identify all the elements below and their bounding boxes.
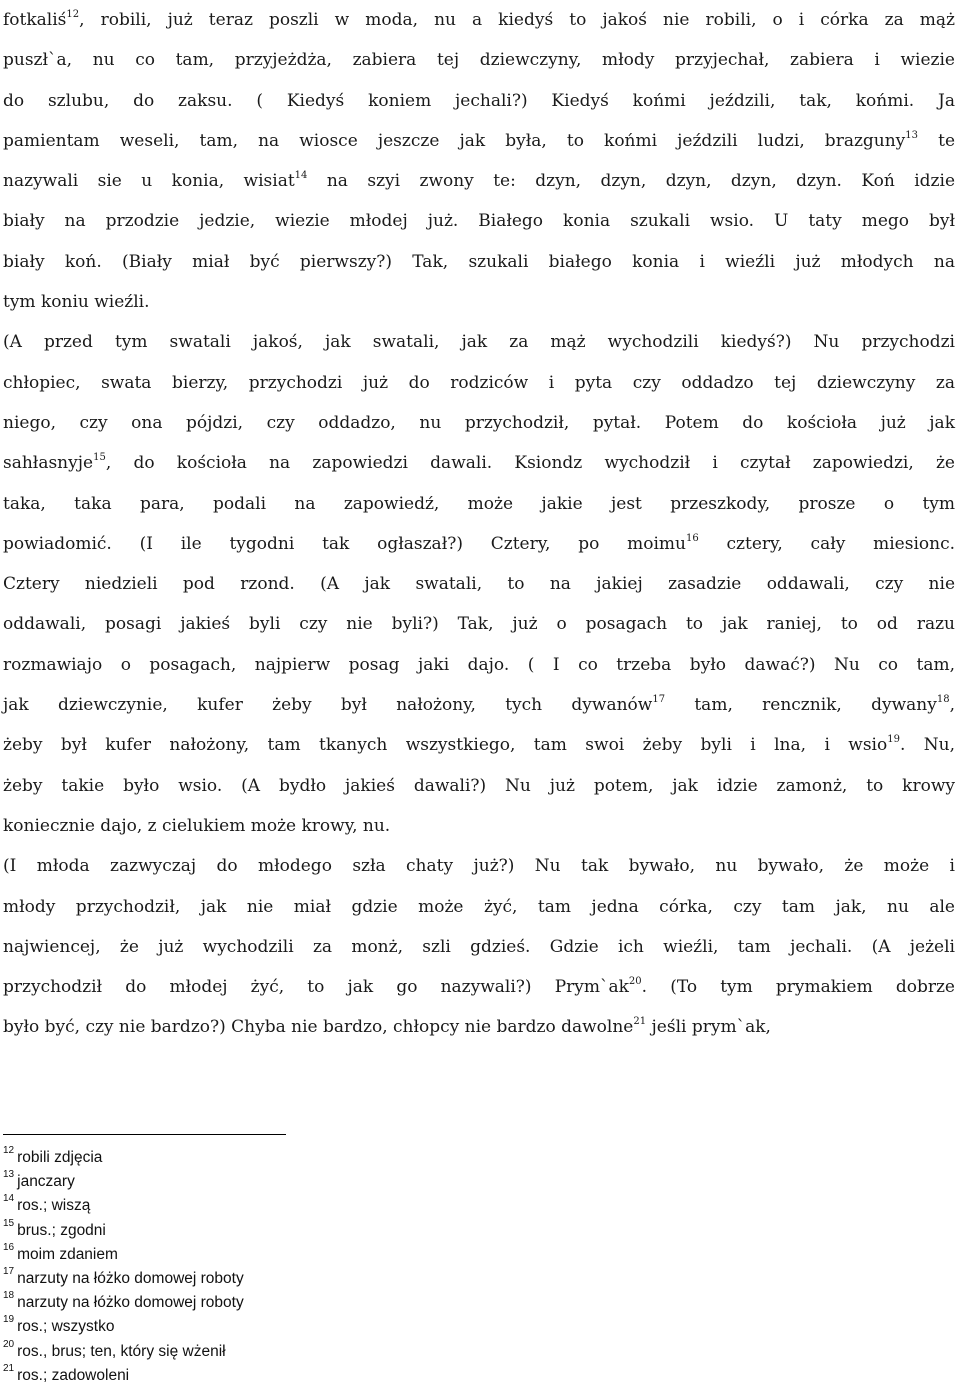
text-line — [3, 322, 955, 362]
text-run: żeby był kufer nałożony, tam tkanych wszystkiego, tam swoi żeby byli i lna, i wsio — [3, 735, 888, 756]
footnote — [3, 1194, 403, 1218]
footnote-separator — [3, 1134, 286, 1135]
text-run: było być, czy nie bardzo?) Chyba nie bardzo, chłopcy nie bardzo dawolne — [3, 1017, 634, 1038]
text-run: tam, rencznik, dywany — [665, 695, 937, 716]
text-run: jeśli prym`ak, — [646, 1017, 771, 1038]
text-run: . (To tym prymakiem dobrze — [641, 977, 955, 998]
footnote-text: narzuty na łóżko domowej roboty — [17, 1294, 244, 1312]
text-run: (A przed tym swatali jakoś, jak swatali, jak za mąż wychodzili kiedyś?) Nu przychodzi — [3, 332, 955, 353]
footnote — [3, 1340, 403, 1364]
text-run: sahłasnyje — [3, 453, 94, 474]
text-line — [3, 201, 955, 241]
footnote — [3, 1315, 403, 1339]
text-run: niego, czy ona pójdzi, czy oddadzo, nu przychodził, pytał. Potem do kościoła już jak — [3, 412, 955, 433]
footnote-reference: 16 — [686, 532, 699, 544]
text-line — [3, 242, 955, 282]
text-line — [3, 121, 955, 161]
text-line — [3, 161, 955, 201]
text-line — [3, 645, 955, 685]
footnote-text: brus.; zgodni — [17, 1221, 106, 1239]
text-line — [3, 81, 955, 121]
text-run: . Nu, — [899, 735, 955, 756]
footnote — [3, 1291, 403, 1315]
footnote-text: narzuty na łóżko domowej roboty — [17, 1269, 244, 1287]
text-run: do szlubu, do zaksu. ( Kiedyś koniem jechali?) Kiedyś końmi jeździli, tak, końmi. Ja — [3, 90, 955, 111]
text-run: jak dziewczynie, kufer żeby był nałożony, tych dywanów — [3, 695, 653, 716]
footnote-number: 12 — [3, 1145, 15, 1156]
text-run: najwiencej, że już wychodzili za monż, szli gdzieś. Gdzie ich wieźli, tam jechali. (A jeżeli — [3, 936, 955, 957]
footnote-reference: 13 — [905, 129, 919, 141]
footnote-reference: 20 — [628, 976, 642, 988]
footnote-text: moim zdaniem — [17, 1245, 118, 1263]
text-run: rozmawiajo o posagach, najpierw posag jaki dajo. ( I co trzeba było dawać?) Nu co tam, — [3, 654, 955, 675]
text-run: , do kościoła na zapowiedzi dawali. Ksiondz wychodził i czytał zapowiedzi, że — [105, 453, 955, 474]
footnote-reference: 15 — [93, 452, 106, 464]
text-run: Cztery niedzieli pod rzond. (A jak swatali, to na jakiej zasadzie oddawali, czy nie — [3, 574, 955, 595]
text-line — [3, 766, 955, 806]
footnote — [3, 1243, 403, 1267]
text-line — [3, 564, 955, 604]
footnote-number: 13 — [3, 1169, 15, 1181]
text-line — [3, 1007, 955, 1047]
paragraph — [3, 322, 955, 846]
footnote-number: 20 — [3, 1338, 15, 1350]
paragraph — [3, 846, 955, 1047]
text-line — [3, 725, 955, 765]
text-line — [3, 604, 955, 644]
text-line — [3, 927, 955, 967]
text-line — [3, 363, 955, 403]
text-run: biały na przodzie jedzie, wiezie młodej już. Białego konia szukali wsio. U taty mego był — [3, 211, 955, 232]
text-line — [3, 685, 955, 725]
footnote-reference: 14 — [294, 170, 308, 182]
footnote-text: ros.; zadowoleni — [17, 1366, 130, 1384]
text-run: taka, taka para, podali na zapowiedź, może jakie jest przeszkody, prosze o tym — [3, 493, 955, 514]
text-line — [3, 443, 955, 483]
footnote-number: 19 — [3, 1314, 15, 1326]
footnote-text: janczary — [17, 1173, 75, 1191]
footnote-number: 21 — [3, 1362, 15, 1374]
body-text — [3, 0, 955, 1048]
text-run: tym koniu wieźli. — [3, 292, 150, 313]
footnote-number: 16 — [3, 1241, 15, 1253]
footnote-text: robili zdjęcia — [17, 1149, 103, 1166]
footnote-text: ros.; wiszą — [17, 1197, 91, 1215]
footnote-number: 18 — [3, 1290, 15, 1302]
footnote — [3, 1219, 403, 1243]
text-line — [3, 40, 955, 80]
text-run: (I młoda zazwyczaj do młodego szła chaty już?) Nu tak bywało, nu bywało, że może i — [3, 856, 955, 877]
text-run: koniecznie dajo, z cielukiem może krowy, nu. — [3, 815, 391, 836]
text-line — [3, 282, 955, 322]
paragraph — [3, 0, 955, 322]
footnote — [3, 1364, 403, 1388]
footnote-reference: 21 — [633, 1016, 647, 1028]
footnote-text: ros., brus; ten, który się wżenił — [17, 1342, 226, 1360]
text-line — [3, 0, 955, 40]
footnote-number: 14 — [3, 1193, 15, 1205]
text-run: puszł`a, nu co tam, przyjeżdża, zabiera tej dziewczyny, młody przyjechał, zabiera i wiezie — [3, 50, 955, 71]
text-run: , — [949, 695, 955, 716]
text-run: cztery, cały miesionc. — [698, 533, 955, 554]
footnote-reference: 12 — [66, 9, 80, 20]
footnote-reference: 17 — [652, 694, 666, 706]
footnote — [3, 1267, 403, 1291]
text-run: na szyi zwony te: dzyn, dzyn, dzyn, dzyn, dzyn. Koń idzie — [307, 171, 955, 192]
text-run: chłopiec, swata bierzy, przychodzi już do rodziców i pyta czy oddadzo tej dziewczyny za — [3, 372, 955, 393]
footnote — [3, 1146, 403, 1170]
text-run: pamientam weseli, tam, na wiosce jeszcze jak była, to końmi jeździli ludzi, brazguny — [3, 130, 906, 151]
footnote-reference: 18 — [936, 694, 950, 706]
text-run: przychodził do młodej żyć, to jak go nazywali?) Prym`ak — [3, 977, 629, 998]
text-run: te — [918, 130, 956, 151]
text-run: żeby takie było wsio. (A bydło jakieś dawali?) Nu już potem, jak idzie zamonż, to krowy — [3, 775, 955, 796]
footnote-reference: 19 — [887, 734, 900, 746]
text-line — [3, 806, 955, 846]
footnote-text: ros.; wszystko — [17, 1318, 115, 1336]
text-run: oddawali, posagi jakieś byli czy nie byli?) Tak, już o posagach to jak raniej, to od razu — [3, 614, 955, 635]
text-run: młody przychodził, jak nie miał gdzie może żyć, tam jedna córka, czy tam jak, nu ale — [3, 896, 955, 917]
footnote-number: 17 — [3, 1265, 15, 1277]
text-run: biały koń. (Biały miał być pierwszy?) Tak, szukali białego konia i wieźli już młodych na — [3, 251, 955, 272]
text-line — [3, 846, 955, 886]
text-run: powiadomić. (I ile tygodni tak ogłaszał?) Cztery, po moimu — [3, 533, 687, 554]
text-line — [3, 887, 955, 927]
text-line — [3, 524, 955, 564]
text-run: , robili, już teraz poszli w moda, nu a kiedyś to jakoś nie robili, o i córka za mąż — [79, 10, 955, 30]
text-line — [3, 484, 955, 524]
text-line — [3, 403, 955, 443]
footnotes — [3, 1146, 403, 1388]
text-run: fotkaliś — [3, 10, 67, 30]
footnote — [3, 1170, 403, 1194]
text-run: nazywali sie u konia, wisiat — [3, 171, 295, 192]
footnote-number: 15 — [3, 1217, 15, 1229]
text-line — [3, 967, 955, 1007]
